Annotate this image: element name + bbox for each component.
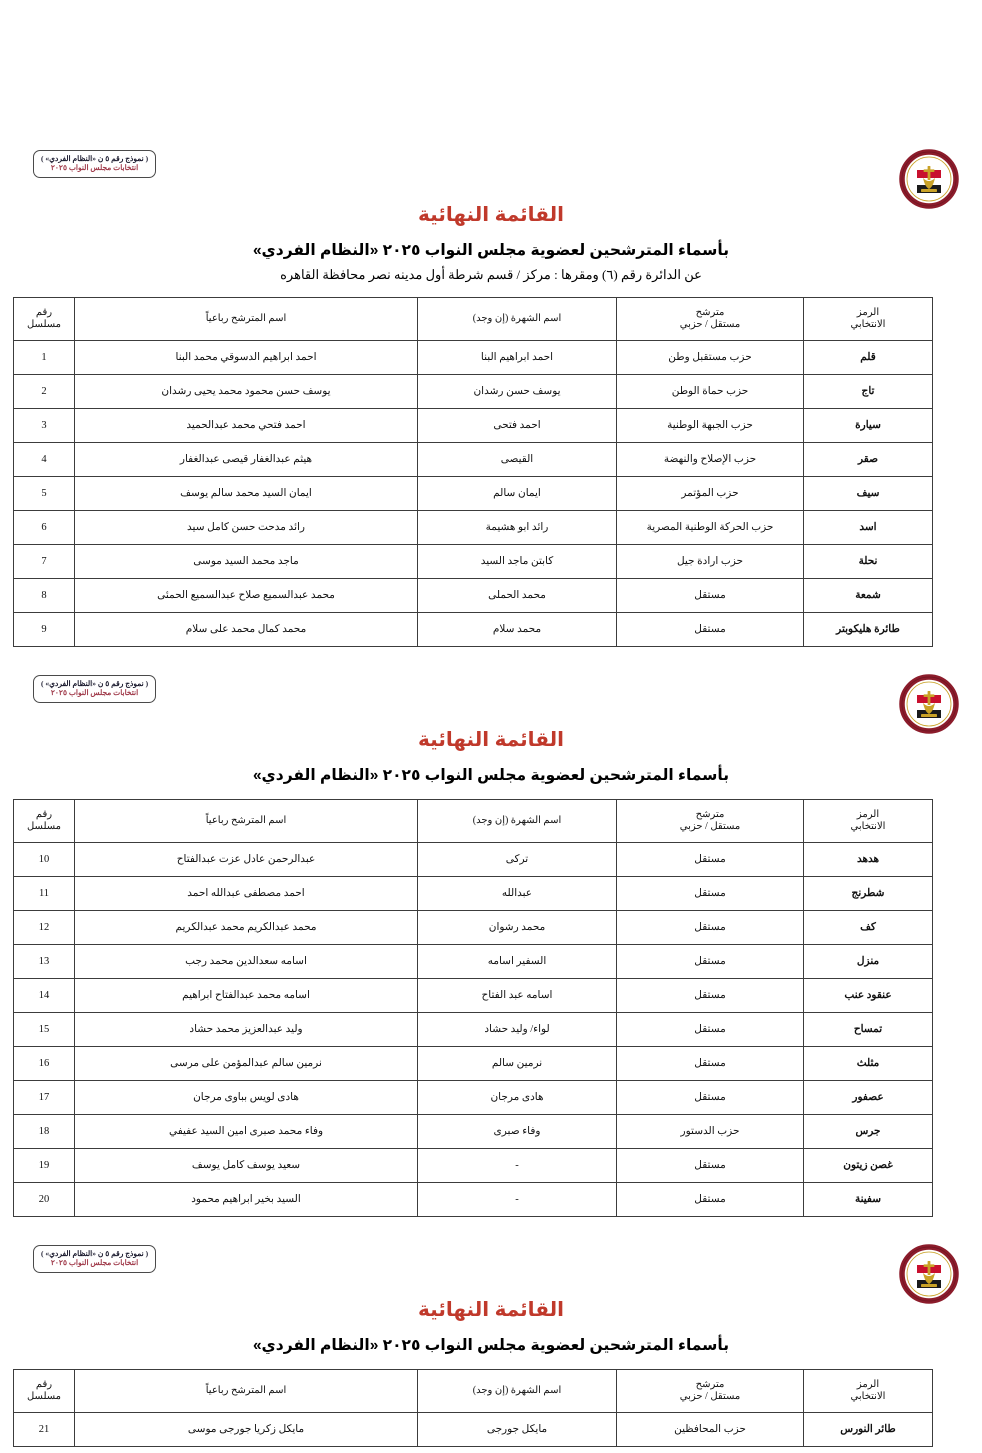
- col-header-num-l1: رقم: [35, 808, 53, 820]
- candidate-symbol: قلم: [804, 341, 933, 375]
- candidate-full-name: ماجد محمد السيد موسى: [75, 545, 418, 579]
- candidate-full-name: سعيد يوسف كامل يوسف: [75, 1149, 418, 1183]
- candidate-fame-name: نرمين سالم: [418, 1047, 617, 1081]
- page-title-3: القائمة النهائية: [418, 1299, 564, 1321]
- candidate-full-name: هيثم عبدالغفار قيصى عبدالغفار: [75, 443, 418, 477]
- col-header-symbol-l1: الرمز: [856, 808, 880, 820]
- candidate-symbol: غصن زيتون: [804, 1149, 933, 1183]
- candidates-table-wrap-3: [26, 1369, 933, 1447]
- col-header-symbol-l1: الرمز: [856, 1378, 880, 1390]
- table-header-row: [14, 800, 933, 843]
- table-row: [14, 579, 933, 613]
- col-header-fame: اسم الشهرة (إن وجد): [418, 1370, 617, 1413]
- table-row: [14, 477, 933, 511]
- candidates-table-wrap-2: [26, 799, 933, 1217]
- candidate-symbol: جرس: [804, 1115, 933, 1149]
- candidate-serial-number: 13: [14, 945, 75, 979]
- candidate-full-name: نرمين سالم عبدالمؤمن على مرسى: [75, 1047, 418, 1081]
- candidate-symbol: سفينة: [804, 1183, 933, 1217]
- col-header-symbol-l2: الانتخابي: [850, 319, 886, 330]
- candidate-fame-name: اسامه عبد الفتاح: [418, 979, 617, 1013]
- col-header-party: [617, 298, 804, 341]
- candidate-symbol: نحلة: [804, 545, 933, 579]
- candidate-full-name: يوسف حسن محمود محمد يحيى رشدان: [75, 375, 418, 409]
- list-section-1: [0, 0, 982, 653]
- candidate-full-name: وفاء محمد صبرى امين السيد عفيفي: [75, 1115, 418, 1149]
- candidate-serial-number: 14: [14, 979, 75, 1013]
- candidate-symbol: سيف: [804, 477, 933, 511]
- candidate-fame-name: كابتن ماجد السيد: [418, 545, 617, 579]
- form-election-line-3: انتخابات مجلس النواب ٢٠٢٥: [50, 1258, 139, 1268]
- table-body-1: [14, 341, 933, 647]
- candidate-party: مستقل: [617, 613, 804, 647]
- candidate-party: مستقل: [617, 1081, 804, 1115]
- list-section-3: [0, 1223, 982, 1453]
- col-header-party: [617, 800, 804, 843]
- candidate-serial-number: 11: [14, 877, 75, 911]
- candidate-serial-number: 2: [14, 375, 75, 409]
- table-row: [14, 511, 933, 545]
- table-header-row: [14, 1370, 933, 1413]
- form-number-line-1: ( نموذج رقم ٥ ن «النظام الفردي» ): [41, 154, 149, 163]
- table-header-3: [14, 1370, 933, 1413]
- candidate-full-name: ايمان السيد محمد سالم يوسف: [75, 477, 418, 511]
- candidate-serial-number: 18: [14, 1115, 75, 1149]
- table-row: [14, 545, 933, 579]
- candidate-party: حزب الإصلاح والنهضة: [617, 443, 804, 477]
- candidate-serial-number: 8: [14, 579, 75, 613]
- candidate-symbol: طائر النورس: [804, 1413, 933, 1447]
- candidate-full-name: وليد عبدالعزيز محمد حشاد: [75, 1013, 418, 1047]
- candidate-symbol: عنقود عنب: [804, 979, 933, 1013]
- col-header-symbol-l1: الرمز: [856, 306, 880, 318]
- candidate-serial-number: 19: [14, 1149, 75, 1183]
- candidate-fame-name: محمد سلام: [418, 613, 617, 647]
- candidate-serial-number: 16: [14, 1047, 75, 1081]
- candidate-fame-name: ايمان سالم: [418, 477, 617, 511]
- col-header-party-l2: مستقل / حزبي: [679, 319, 741, 330]
- candidate-party: حزب المؤتمر: [617, 477, 804, 511]
- table-row: [14, 843, 933, 877]
- form-election-line-2: انتخابات مجلس النواب ٢٠٢٥: [50, 688, 139, 698]
- col-header-fame: اسم الشهرة (إن وجد): [418, 298, 617, 341]
- candidate-full-name: هادى لويس بباوى مرجان: [75, 1081, 418, 1115]
- candidate-symbol: عصفور: [804, 1081, 933, 1115]
- form-number-box-2: [33, 675, 156, 703]
- col-header-party-l2: مستقل / حزبي: [679, 821, 741, 832]
- candidate-fame-name: محمد الحملى: [418, 579, 617, 613]
- candidate-party: حزب مستقبل وطن: [617, 341, 804, 375]
- candidate-party: مستقل: [617, 843, 804, 877]
- candidate-serial-number: 10: [14, 843, 75, 877]
- candidate-party: مستقل: [617, 1047, 804, 1081]
- candidate-party: حزب الحركة الوطنية المصرية: [617, 511, 804, 545]
- candidate-serial-number: 1: [14, 341, 75, 375]
- candidate-party: مستقل: [617, 1013, 804, 1047]
- col-header-party-l2: مستقل / حزبي: [679, 1391, 741, 1402]
- page-title-1: القائمة النهائية: [418, 204, 564, 226]
- col-header-num-l2: مسلسل: [26, 821, 62, 832]
- candidate-fame-name: احمد ابراهيم البنا: [418, 341, 617, 375]
- candidate-fame-name: احمد فتحى: [418, 409, 617, 443]
- candidate-full-name: احمد مصطفى عبدالله احمد: [75, 877, 418, 911]
- table-row: [14, 911, 933, 945]
- table-row: [14, 945, 933, 979]
- candidate-symbol: صقر: [804, 443, 933, 477]
- table-row: [14, 1413, 933, 1447]
- page-subtitle-3: بأسماء المترشحين لعضوية مجلس النواب ٢٠٢٥ «النظام الفردي»: [252, 1337, 730, 1354]
- candidate-fame-name: تركى: [418, 843, 617, 877]
- candidate-party: حزب الدستور: [617, 1115, 804, 1149]
- candidates-table-3: [13, 1369, 933, 1447]
- col-header-num: [14, 1370, 75, 1413]
- candidate-party: حزب حماة الوطن: [617, 375, 804, 409]
- candidate-fame-name: محمد رشوان: [418, 911, 617, 945]
- candidate-full-name: اسامه محمد عبدالفتاح ابراهيم: [75, 979, 418, 1013]
- candidate-serial-number: 17: [14, 1081, 75, 1115]
- candidate-full-name: محمد عبدالسميع صلاح عبدالسميع الحمئى: [75, 579, 418, 613]
- candidate-symbol: منزل: [804, 945, 933, 979]
- candidates-table-1: [13, 297, 933, 647]
- candidate-serial-number: 15: [14, 1013, 75, 1047]
- list-section-2: [0, 653, 982, 1223]
- form-election-line-1: انتخابات مجلس النواب ٢٠٢٥: [50, 163, 139, 173]
- candidates-table-wrap-1: [26, 297, 933, 647]
- candidate-symbol: تمساح: [804, 1013, 933, 1047]
- candidate-fame-name: -: [418, 1149, 617, 1183]
- candidate-fame-name: السفير اسامه: [418, 945, 617, 979]
- col-header-symbol-l2: الانتخابي: [850, 1391, 886, 1402]
- candidate-fame-name: وفاء صبرى: [418, 1115, 617, 1149]
- form-number-line-2: ( نموذج رقم ٥ ن «النظام الفردي» ): [41, 679, 149, 688]
- candidates-table-2: [13, 799, 933, 1217]
- table-header-1: [14, 298, 933, 341]
- candidate-symbol: طائرة هليكوبتر: [804, 613, 933, 647]
- candidate-full-name: اسامه سعدالدين محمد رجب: [75, 945, 418, 979]
- candidate-full-name: محمد عبدالكريم محمد عبدالكريم: [75, 911, 418, 945]
- candidate-full-name: رائد مدحت حسن كامل سيد: [75, 511, 418, 545]
- candidate-serial-number: 9: [14, 613, 75, 647]
- section-header-strip-1: [0, 150, 982, 194]
- candidate-symbol: شطرنج: [804, 877, 933, 911]
- candidate-party: مستقل: [617, 877, 804, 911]
- candidate-full-name: عبدالرحمن عادل عزت عبدالفتاح: [75, 843, 418, 877]
- candidate-serial-number: 20: [14, 1183, 75, 1217]
- candidate-serial-number: 7: [14, 545, 75, 579]
- national-election-authority-emblem-1: [899, 148, 959, 210]
- candidate-serial-number: 5: [14, 477, 75, 511]
- col-header-party-l1: مترشح: [695, 808, 725, 820]
- section-header-strip-3: [0, 1245, 982, 1289]
- col-header-name: اسم المترشح رباعياً: [75, 800, 418, 843]
- candidate-serial-number: 12: [14, 911, 75, 945]
- col-header-fame: اسم الشهرة (إن وجد): [418, 800, 617, 843]
- candidate-serial-number: 6: [14, 511, 75, 545]
- table-row: [14, 409, 933, 443]
- table-row: [14, 375, 933, 409]
- candidate-symbol: اسد: [804, 511, 933, 545]
- col-header-num: [14, 298, 75, 341]
- candidate-fame-name: يوسف حسن رشدان: [418, 375, 617, 409]
- col-header-symbol: [804, 800, 933, 843]
- national-election-authority-emblem-2: [899, 673, 959, 735]
- col-header-party-l1: مترشح: [695, 1378, 725, 1390]
- col-header-num-l2: مسلسل: [26, 319, 62, 330]
- candidate-symbol: كف: [804, 911, 933, 945]
- candidate-fame-name: -: [418, 1183, 617, 1217]
- candidate-full-name: احمد ابراهيم الدسوقي محمد البنا: [75, 341, 418, 375]
- candidate-party: مستقل: [617, 1183, 804, 1217]
- candidate-party: حزب المحافظين: [617, 1413, 804, 1447]
- table-body-2: [14, 843, 933, 1217]
- table-header-row: [14, 298, 933, 341]
- candidate-party: مستقل: [617, 979, 804, 1013]
- table-row: [14, 1047, 933, 1081]
- candidate-party: مستقل: [617, 911, 804, 945]
- section-header-strip-2: [0, 675, 982, 719]
- national-election-authority-emblem-3: [899, 1243, 959, 1305]
- candidate-fame-name: القيصى: [418, 443, 617, 477]
- candidate-fame-name: مايكل جورجى: [418, 1413, 617, 1447]
- candidate-serial-number: 21: [14, 1413, 75, 1447]
- table-row: [14, 341, 933, 375]
- candidate-full-name: احمد فتحي محمد عبدالحميد: [75, 409, 418, 443]
- col-header-name: اسم المترشح رباعياً: [75, 298, 418, 341]
- candidate-serial-number: 4: [14, 443, 75, 477]
- table-body-3: [14, 1413, 933, 1447]
- table-row: [14, 979, 933, 1013]
- table-row: [14, 877, 933, 911]
- col-header-party-l1: مترشح: [695, 306, 725, 318]
- candidate-full-name: مايكل زكريا جورجى موسى: [75, 1413, 418, 1447]
- table-row: [14, 1149, 933, 1183]
- form-number-line-3: ( نموذج رقم ٥ ن «النظام الفردي» ): [41, 1249, 149, 1258]
- table-row: [14, 1115, 933, 1149]
- candidate-fame-name: عبدالله: [418, 877, 617, 911]
- form-number-box-3: [33, 1245, 156, 1273]
- candidate-symbol: هدهد: [804, 843, 933, 877]
- candidate-party: مستقل: [617, 1149, 804, 1183]
- candidate-fame-name: هادى مرجان: [418, 1081, 617, 1115]
- col-header-num-l1: رقم: [35, 1378, 53, 1390]
- district-line-1: عن الدائرة رقم (٦) ومقرها : مركز / قسم شرطة أول مدينه نصر محافظة القاهره: [280, 267, 702, 282]
- page-title-2: القائمة النهائية: [418, 729, 564, 751]
- table-row: [14, 1081, 933, 1115]
- candidate-full-name: السيد بخير ابراهيم محمود: [75, 1183, 418, 1217]
- page-subtitle-1: بأسماء المترشحين لعضوية مجلس النواب ٢٠٢٥ «النظام الفردي»: [252, 242, 730, 259]
- col-header-num: [14, 800, 75, 843]
- col-header-num-l2: مسلسل: [26, 1391, 62, 1402]
- form-number-box-1: [33, 150, 156, 178]
- candidate-party: مستقل: [617, 579, 804, 613]
- page-subtitle-2: بأسماء المترشحين لعضوية مجلس النواب ٢٠٢٥ «النظام الفردي»: [252, 767, 730, 784]
- table-header-2: [14, 800, 933, 843]
- col-header-num-l1: رقم: [35, 306, 53, 318]
- table-row: [14, 1183, 933, 1217]
- candidate-party: مستقل: [617, 945, 804, 979]
- candidate-full-name: محمد كمال محمد على سلام: [75, 613, 418, 647]
- candidate-symbol: شمعة: [804, 579, 933, 613]
- col-header-party: [617, 1370, 804, 1413]
- candidate-symbol: تاج: [804, 375, 933, 409]
- candidate-symbol: سيارة: [804, 409, 933, 443]
- table-row: [14, 443, 933, 477]
- candidate-symbol: مثلث: [804, 1047, 933, 1081]
- table-row: [14, 1013, 933, 1047]
- col-header-name: اسم المترشح رباعياً: [75, 1370, 418, 1413]
- candidate-fame-name: لواء/ وليد حشاد: [418, 1013, 617, 1047]
- col-header-symbol-l2: الانتخابي: [850, 821, 886, 832]
- candidate-party: حزب الجبهة الوطنية: [617, 409, 804, 443]
- candidate-party: حزب ارادة جيل: [617, 545, 804, 579]
- col-header-symbol: [804, 298, 933, 341]
- candidate-fame-name: رائد ابو هشيمة: [418, 511, 617, 545]
- candidate-serial-number: 3: [14, 409, 75, 443]
- table-row: [14, 613, 933, 647]
- col-header-symbol: [804, 1370, 933, 1413]
